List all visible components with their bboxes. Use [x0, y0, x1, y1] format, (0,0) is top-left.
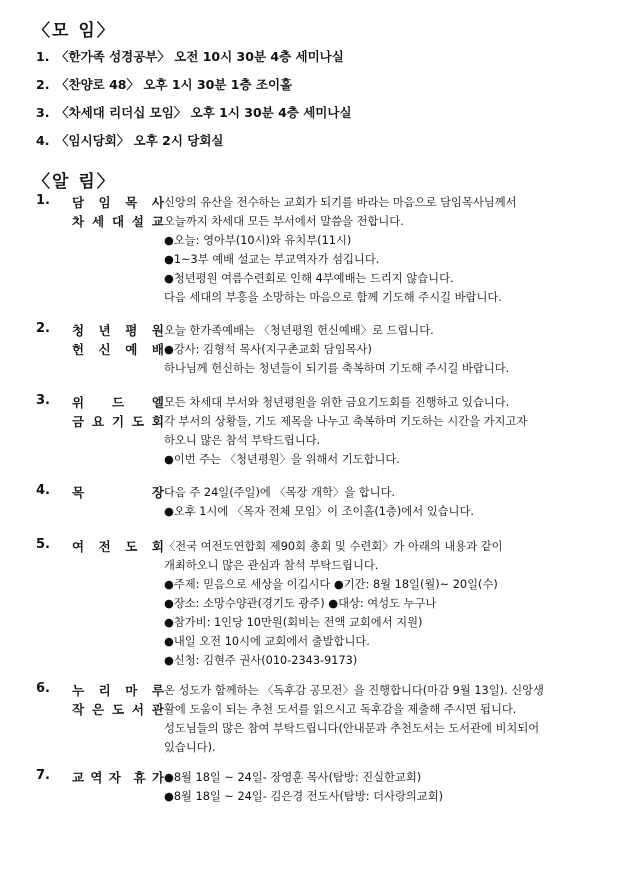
notice-label-line	[72, 212, 164, 231]
notice-label-char: 담	[72, 195, 85, 210]
notice-body	[164, 537, 594, 670]
notice-label-char: 금	[72, 414, 85, 429]
meeting-text: 〈임시당회〉 오후 2시 당회실	[56, 133, 224, 148]
notice-label-line	[72, 681, 164, 700]
notice-label-char: 위	[72, 395, 85, 410]
notice-label-char: 원	[151, 323, 164, 338]
notice-text-line: 오늘 한가족예배는 〈청년평원 헌신예배〉로 드립니다.	[164, 324, 434, 337]
notice-label-line	[72, 193, 164, 212]
notice-bullet-line: ●장소: 소망수양관(경기도 광주) ●대상: 여성도 누구나	[164, 597, 437, 610]
notice-label-line	[72, 768, 164, 787]
notice-label-line	[72, 412, 164, 431]
notice-label-char: 드	[111, 395, 125, 410]
notice-label-char: 서	[131, 702, 144, 717]
notice-label	[72, 393, 164, 431]
meeting-text: 〈찬양로 48〉 오후 1시 30분 1층 조이홀	[56, 77, 293, 92]
notice-body	[164, 681, 594, 757]
notice-bullet-line: ●오늘: 영아부(10시)와 유치부(11시)	[164, 234, 352, 247]
notice-bullet-line: ●내일 오전 10시에 교회에서 출발합니다.	[164, 635, 370, 648]
notice-text-line: 다음 세대의 부흥을 소망하는 마음으로 함께 기도해 주시길 바랍니다.	[164, 291, 502, 304]
notice-body	[164, 321, 594, 378]
notice-label-char: 세	[91, 214, 105, 229]
notice-label-line	[72, 700, 164, 719]
notice-label-char: 교	[151, 214, 164, 229]
notice-number: 7.	[36, 768, 50, 783]
notice-text-line: 다음 주 24일(주일)에 〈목장 개학〉을 합니다.	[164, 486, 396, 499]
notice-label-char: 마	[125, 683, 138, 698]
meeting-item	[36, 103, 596, 131]
notice-label	[72, 768, 164, 787]
notice-label-char: 도	[131, 414, 144, 429]
notice-number: 5.	[36, 537, 50, 552]
notice-label-char: 역	[90, 770, 103, 785]
notice-bullet-line: ●8월 18일 ~ 24일- 장영훈 목사(탐방: 진실한교회)	[164, 771, 422, 784]
meeting-text: 〈한가족 성경공부〉 오전 10시 30분 4층 세미나실	[56, 49, 344, 64]
notice-bullet-line: ●청년평원 여름수련회로 인해 4부예배는 드리지 않습니다.	[164, 272, 454, 285]
meeting-number: 4.	[36, 133, 50, 148]
notice-label-char: 사	[151, 195, 164, 210]
notice-label-line	[72, 321, 164, 340]
notice-label-char: 자	[108, 770, 121, 785]
notice-label-char: 설	[131, 214, 144, 229]
notice-label-line	[72, 537, 164, 556]
notice-label-line	[72, 483, 164, 502]
meeting-number: 1.	[36, 49, 50, 64]
notice-label-char: 장	[151, 485, 164, 500]
meetings-title: 〈모 임〉	[33, 21, 116, 41]
notice-label-char: 누	[72, 683, 85, 698]
notice-body	[164, 768, 594, 806]
notice-bullet-line: ●8월 18일 ~ 24일- 김은경 전도사(탐방: 더사랑의교회)	[164, 790, 444, 803]
notice-label-char: 교	[72, 770, 85, 785]
meeting-text: 〈차세대 리더십 모임〉 오후 1시 30분 4층 세미나실	[56, 105, 352, 120]
meetings-list	[36, 47, 596, 159]
notice-text-line: 활에 도움이 되는 추천 도서를 읽으시고 독후감을 제출해 주시면 됩니다.	[164, 703, 517, 716]
notice-label-char: 전	[98, 539, 111, 554]
notice-label-char: 요	[91, 414, 105, 429]
notice-bullet-line: ●이번 주는 〈청년평원〉을 위해서 기도합니다.	[164, 453, 400, 466]
notice-bullet-line: ●강사: 김형석 목사(지구촌교회 담임목사)	[164, 343, 372, 356]
notice-bullet-line: ●오후 1시에 〈목자 전체 모임〉이 조이홀(1층)에서 있습니다.	[164, 505, 474, 518]
notice-label-char: 헌	[72, 342, 85, 357]
notice-body	[164, 193, 594, 307]
notice-text-line: 각 부서의 상황들, 기도 제목을 나누고 축복하며 기도하는 시간을 가지고자	[164, 415, 528, 428]
notice-label-char: 휴	[133, 770, 146, 785]
notice-text-line: 하나님께 헌신하는 청년들이 되기를 축복하며 기도해 주시길 바랍니다.	[164, 362, 510, 375]
meeting-item	[36, 75, 596, 103]
notice-number: 1.	[36, 193, 50, 208]
notice-label-char: 엘	[151, 395, 164, 410]
notice-label-char: 기	[111, 414, 125, 429]
notice-label-char: 신	[98, 342, 111, 357]
notice-label-char: 예	[125, 342, 138, 357]
notice-text-line: 온 성도가 함께하는 〈독후감 공모전〉을 진행합니다(마감 9월 13일). 신앙생	[164, 684, 544, 697]
notice-label	[72, 537, 164, 556]
notice-text-line: 성도님들의 많은 참여 부탁드립니다(안내문과 추천도서는 도서관에 비치되어	[164, 722, 540, 735]
notice-label-char: 년	[98, 323, 111, 338]
notice-bullet-line: ●신청: 김현주 권사(010-2343-9173)	[164, 654, 358, 667]
notice-label-char: 임	[98, 195, 111, 210]
notice-label-char: 회	[151, 539, 164, 554]
notices-title: 〈알 림〉	[33, 172, 116, 192]
notice-label	[72, 483, 164, 502]
notice-label-line	[72, 340, 164, 359]
notice-label-char: 도	[111, 702, 125, 717]
notice-label-char: 목	[125, 195, 138, 210]
notice-text-line: 있습니다).	[164, 741, 216, 754]
meeting-item	[36, 47, 596, 75]
notice-label-char: 리	[98, 683, 111, 698]
notice-label-char: 도	[125, 539, 138, 554]
notice-text-line: 〈전국 여전도연합회 제90회 총회 및 수련회〉가 아래의 내용과 같이	[164, 540, 503, 553]
meeting-number: 3.	[36, 105, 50, 120]
notice-label	[72, 321, 164, 359]
notice-label-char: 은	[91, 702, 105, 717]
notice-label-line	[72, 393, 164, 412]
notice-label	[72, 193, 164, 231]
notice-label-char: 루	[151, 683, 164, 698]
meeting-number: 2.	[36, 77, 50, 92]
notice-label	[72, 681, 164, 719]
notice-label-char: 목	[72, 485, 85, 500]
notice-number: 4.	[36, 483, 50, 498]
notice-label-char: 차	[72, 214, 85, 229]
notice-label-char: 청	[72, 323, 85, 338]
meeting-item	[36, 131, 596, 159]
notice-text-line: 하오니 많은 참석 부탁드립니다.	[164, 434, 321, 447]
notice-text-line: 오늘까지 차세대 모든 부서에서 말씀을 전합니다.	[164, 215, 404, 228]
notice-label-char: 배	[151, 342, 164, 357]
notice-body	[164, 483, 594, 521]
notice-number: 6.	[36, 681, 50, 696]
notice-text-line: 신앙의 유산을 전수하는 교회가 되기를 바라는 마음으로 담임목사님께서	[164, 196, 517, 209]
notice-label-char: 회	[151, 414, 164, 429]
notice-label-char: 여	[72, 539, 85, 554]
notice-label-char: 관	[151, 702, 164, 717]
notice-label-char: 대	[111, 214, 125, 229]
notice-number: 2.	[36, 321, 50, 336]
notice-bullet-line: ●주제: 믿음으로 세상을 이깁시다 ●기간: 8월 18일(월)~ 20일(수)	[164, 578, 498, 591]
notice-bullet-line: ●참가비: 1인당 10만원(회비는 전액 교회에서 지원)	[164, 616, 423, 629]
notice-text-line: 개최하오니 많은 관심과 참석 부탁드립니다.	[164, 559, 379, 572]
notice-number: 3.	[36, 393, 50, 408]
notice-text-line: 모든 차세대 부서와 청년평원을 위한 금요기도회를 진행하고 있습니다.	[164, 396, 510, 409]
notice-label-char: 가	[151, 770, 164, 785]
notice-label-char: 작	[72, 702, 85, 717]
notice-bullet-line: ●1~3부 예배 설교는 부교역자가 섬깁니다.	[164, 253, 380, 266]
notice-label-char: 평	[125, 323, 138, 338]
notice-body	[164, 393, 594, 469]
